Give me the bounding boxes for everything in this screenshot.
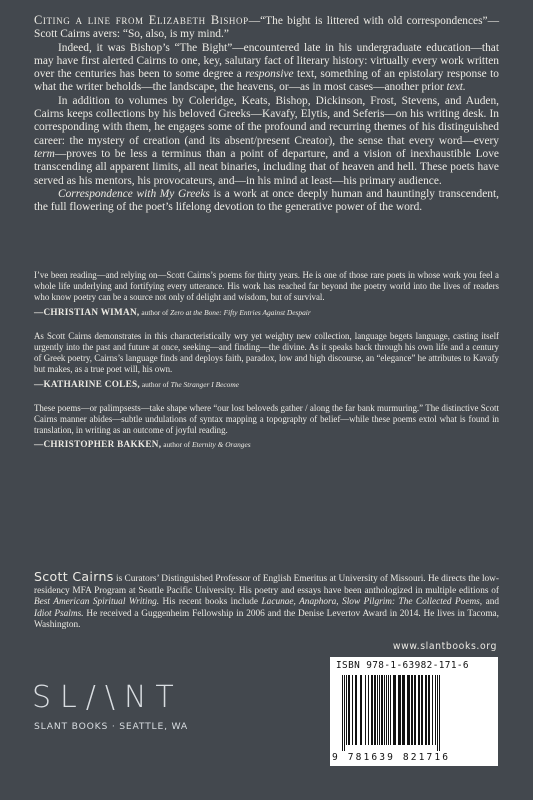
description-paragraph-3 bbox=[34, 95, 499, 188]
barcode-bar bbox=[411, 675, 413, 745]
endorsement-attribution bbox=[34, 439, 499, 450]
description-text: text, something of an epistolary response to what the writer beholds—the landscape, the heavens, or—as in most cases—another prior bbox=[34, 68, 499, 94]
barcode-bar bbox=[418, 675, 420, 745]
barcode-bar bbox=[398, 675, 401, 745]
barcode-bar bbox=[352, 675, 353, 745]
barcode-bar bbox=[374, 675, 376, 745]
description-emphasis: responsive bbox=[245, 68, 294, 81]
description-paragraph-1 bbox=[34, 14, 499, 42]
barcode-bar bbox=[348, 675, 350, 745]
endorsement-quote: These poems—or palimpsests—take shape where “our lost beloveds gather / along the far bank murmuring.” The distinctive Scott Cairns manner abides—subtle undulations of syntax mapping a topography of belief—while these poems extol what is found in translation, in writing as an outcome of joyful reading. bbox=[34, 402, 499, 436]
book-title: Correspondence with My Greeks bbox=[58, 187, 210, 200]
barcode-bar bbox=[428, 675, 430, 745]
publisher-website[interactable]: www.slantbooks.org bbox=[392, 641, 497, 652]
endorser-book-title: The Stranger I Become bbox=[170, 379, 239, 389]
endorser-book-title: Zero at the Bone: Fifty Entries Against Despair bbox=[170, 307, 311, 317]
endorser-affiliation: author of bbox=[140, 379, 171, 389]
barcode-bar bbox=[355, 675, 357, 745]
endorser-book-title: Eternity & Oranges bbox=[191, 440, 251, 450]
barcode-bar bbox=[342, 675, 343, 751]
barcode-bar bbox=[365, 675, 366, 745]
barcode-bar bbox=[379, 675, 380, 745]
barcode-digits: 9 781639 821716 bbox=[332, 752, 451, 763]
endorsement bbox=[34, 331, 499, 390]
bio-emphasis: Idiot Psalms. bbox=[34, 608, 84, 619]
endorsement-attribution bbox=[34, 379, 499, 390]
endorser-name: —CHRISTOPHER BAKKEN, bbox=[34, 439, 162, 450]
barcode-bar bbox=[384, 675, 385, 745]
endorser-affiliation: author of bbox=[139, 307, 171, 317]
barcode-bar bbox=[435, 675, 436, 745]
barcode-bar bbox=[344, 675, 345, 751]
barcode-bar bbox=[388, 675, 389, 745]
barcode-bar bbox=[402, 675, 405, 745]
bio-text: He received a Guggenheim Fellowship in 2006 and the Denise Levertov Award in 2014. He lives in Tacoma, Washington. bbox=[34, 608, 500, 631]
endorsement bbox=[34, 270, 499, 318]
bio-emphasis: Lacunae, Anaphora, Slow Pilgrim: The Collected Poems, bbox=[261, 597, 483, 608]
endorser-affiliation: author of bbox=[161, 440, 192, 450]
description-lead: Citing a line from Elizabeth Bishop bbox=[34, 13, 249, 27]
description-text: —“The bight is littered with old correspondences”—Scott Cairns avers: “So, also, is my mind.” bbox=[34, 15, 499, 41]
publisher-logo: SL/\NT bbox=[32, 680, 183, 715]
barcode-bar bbox=[386, 675, 387, 745]
barcode-bar bbox=[432, 675, 433, 745]
isbn-barcode bbox=[330, 657, 498, 766]
bio-emphasis: Best American Spiritual Writing. bbox=[34, 597, 160, 608]
endorser-name: —CHRISTIAN WIMAN, bbox=[34, 306, 140, 317]
description-paragraph-4 bbox=[34, 188, 499, 215]
publisher-line: SLANT BOOKS · SEATTLE, WA bbox=[34, 721, 188, 732]
description-text: is a work at once deeply human and hauntingly transcendent, the full flowering of the poet’s lifelong devotion to the generative power of the word. bbox=[34, 187, 499, 214]
barcode-bar bbox=[414, 675, 416, 745]
description-emphasis: term bbox=[34, 147, 55, 160]
barcode-bar bbox=[381, 675, 383, 745]
isbn-number: ISBN 978-1-63982-171-6 bbox=[336, 660, 469, 671]
endorsement bbox=[34, 403, 499, 451]
barcode-bar bbox=[390, 675, 391, 745]
endorsements bbox=[34, 270, 499, 464]
barcode-bar bbox=[360, 675, 362, 745]
bio-text: and bbox=[482, 597, 499, 608]
barcode-bar bbox=[407, 675, 410, 745]
barcode-bar bbox=[437, 675, 438, 751]
author-name: Scott Cairns bbox=[34, 569, 114, 584]
book-description bbox=[34, 14, 499, 214]
endorsement-quote: As Scott Cairns demonstrates in this characteristically wry yet weighty new collection, language begets language, casting itself urgently into the past and future at once, seeking—and finding—the divine. As it speaks back through his own life and a century of Greek poetry, Cairns’s language finds and deploys faith, paradox, low and high discourse, an “elegance” he attributes to Kavafy but makes, as a true poet will, his own. bbox=[34, 330, 499, 375]
description-emphasis: text. bbox=[446, 81, 466, 94]
barcode-bar bbox=[393, 675, 396, 745]
barcode-bar bbox=[421, 675, 423, 745]
description-text: In addition to volumes by Coleridge, Keats, Bishop, Dickinson, Frost, Stevens, and Auden, Cairns keeps collections by his beloved Greeks—Kavafy, Elytis, and Seferis—on his writing desk. In corresponding with them, he engages some of the profound and recurring themes of his distinguished career: the mystery of creation (and its absent/present Creator), the sense that every word—every bbox=[34, 94, 499, 147]
description-paragraph-2 bbox=[34, 42, 499, 95]
description-text: Indeed, it was Bishop’s “The Bight”—encountered late in his undergraduate education—that may have first alerted Cairns to one, key, salutary fact of literary history: virtually every work written over the centuries has been to some degree a bbox=[34, 41, 499, 81]
barcode-bar bbox=[439, 675, 440, 751]
endorsement-attribution bbox=[34, 307, 499, 318]
barcode-bars bbox=[340, 675, 488, 751]
bio-text: His recent books include bbox=[159, 597, 262, 608]
barcode-bar bbox=[346, 675, 347, 745]
author-bio bbox=[34, 571, 499, 632]
endorsement-quote: I’ve been reading—and relying on—Scott Cairns’s poems for thirty years. He is one of those rare poets in whose work you feel a whole life underlying and fortifying every utterance. His work has reached far beyond the poetry world into the lives of readers who know poetry can be a source not only of delight and wisdom, but of survival. bbox=[34, 270, 499, 303]
bio-text: is Curators’ Distinguished Professor of English Emeritus at University of Missouri. He directs the low-residency MFA Program at Seattle Pacific University. His poetry and essays have been anthologized in multiple editions of bbox=[34, 574, 499, 596]
barcode-bar bbox=[368, 675, 369, 745]
barcode-bar bbox=[371, 675, 373, 745]
barcode-bar bbox=[377, 675, 378, 745]
endorser-name: —KATHARINE COLES, bbox=[34, 378, 141, 389]
description-text: —proves to be less a terminus than a point of departure, and a vision of inexhaustible Love transcending all apparent limits, all neat binaries, including that of heaven and hell. These poets have served as his mentors, his provocateurs, and—in his mind at least—his primary audience. bbox=[34, 147, 499, 187]
barcode-bar bbox=[425, 675, 427, 745]
